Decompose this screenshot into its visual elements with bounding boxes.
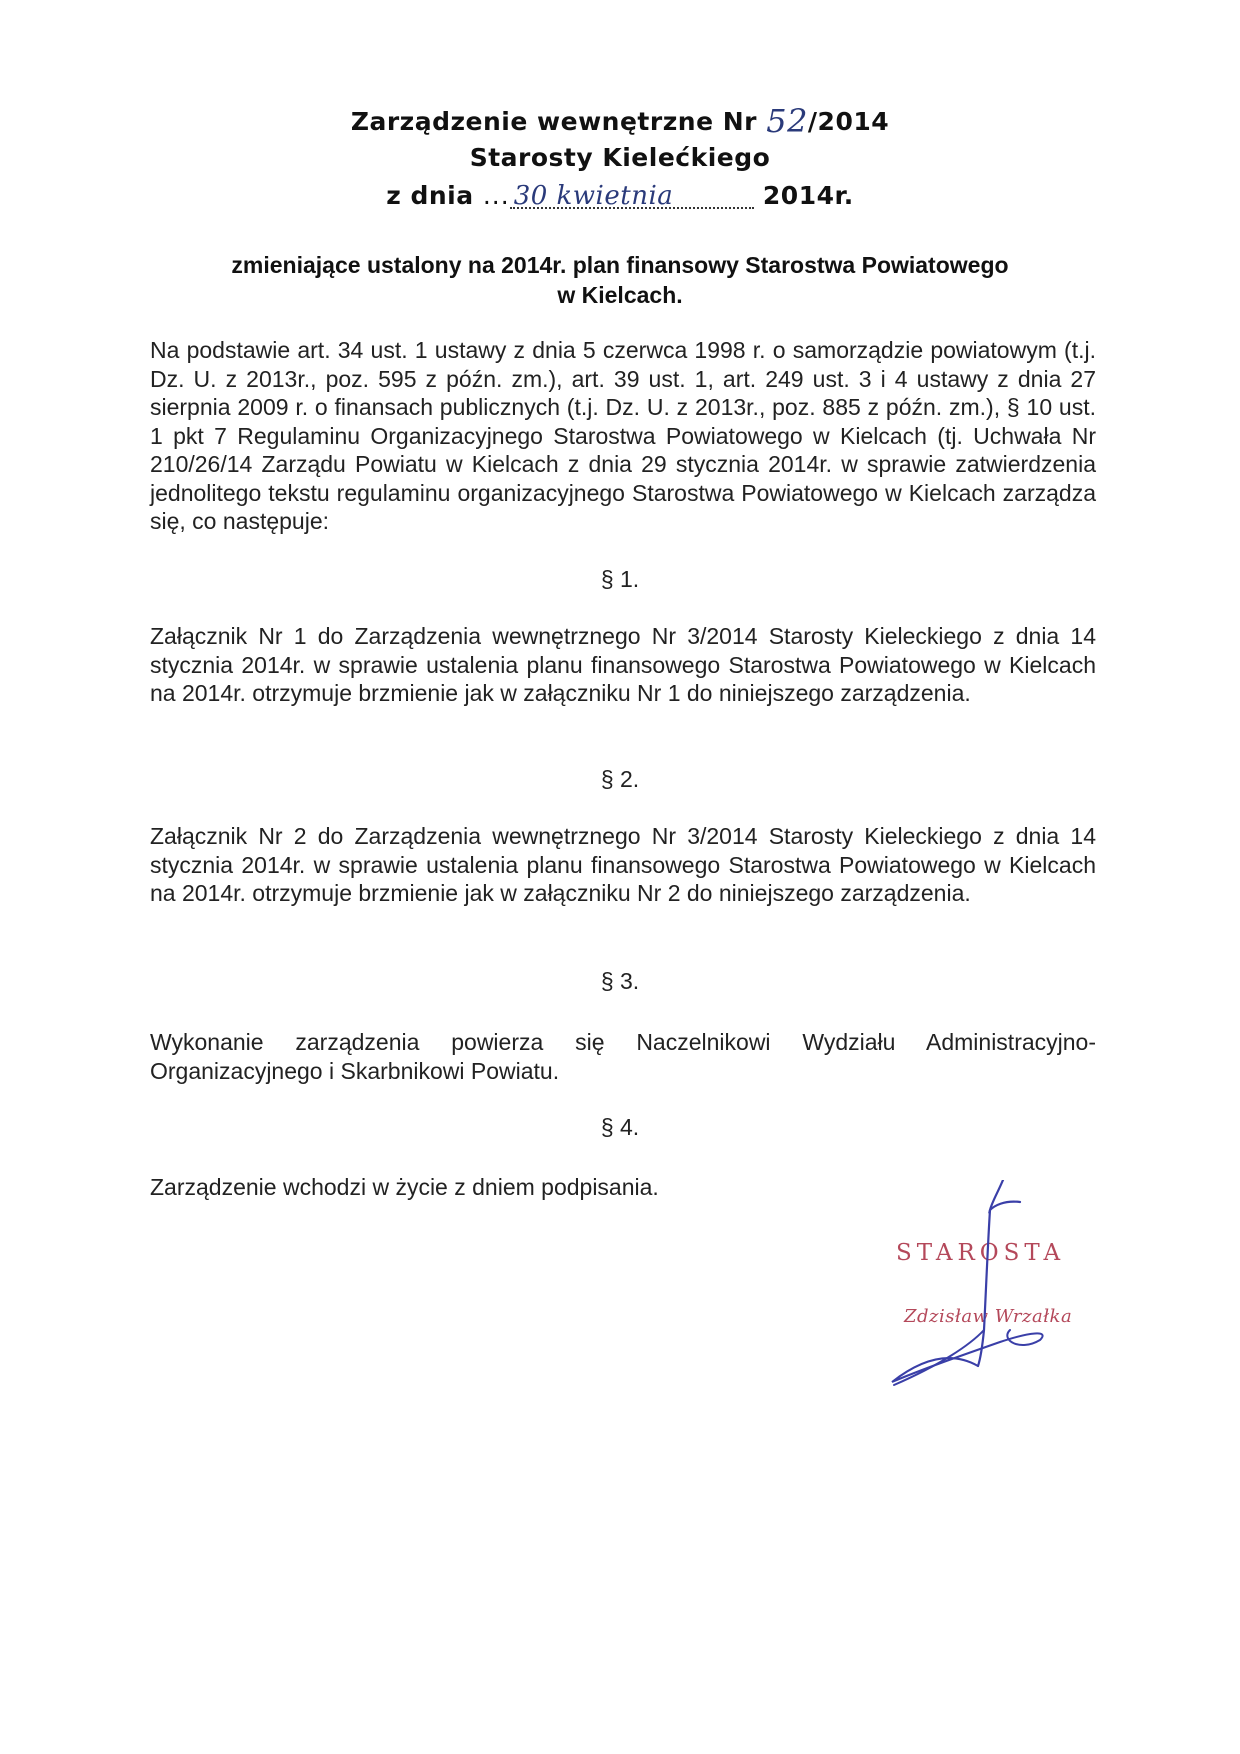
title-suffix: /2014 xyxy=(807,107,890,136)
subtitle-line-2: w Kielcach. xyxy=(557,282,683,308)
section-heading-4: § 4. xyxy=(600,1114,640,1140)
title-prefix: Zarządzenie wewnętrzne Nr xyxy=(350,107,757,136)
date-prefix: z dnia xyxy=(386,181,474,210)
handwritten-date: 30 kwietnia xyxy=(510,185,754,209)
section-heading-3: § 3. xyxy=(600,968,640,994)
signature-stamp xyxy=(880,1180,1180,1400)
handwritten-signature-icon xyxy=(880,1180,1180,1400)
section-text-3: Wykonanie zarządzenia powierza się Naczelnikowi Wydziału Administracyjno-Organizacyjnego i Skarbnikowi Powiatu. xyxy=(150,1029,1096,1084)
handwritten-number: 52 xyxy=(766,102,808,140)
section-text-2: Załącznik Nr 2 do Zarządzenia wewnętrznego Nr 3/2014 Starosty Kieleckiego z dnia 14 stycznia 2014r. w sprawie ustalenia planu finansowego Starostwa Powiatowego w Kielcach na 2014r. otrzymuje brzmienie jak w załączniku Nr 2 do niniejszego zarządzenia. xyxy=(150,823,1096,906)
issuer-line: Starosty Kielećkiego xyxy=(469,143,771,172)
date-suffix: 2014r. xyxy=(762,181,854,210)
preamble-paragraph: Na podstawie art. 34 ust. 1 ustawy z dnia 5 czerwca 1998 r. o samorządzie powiatowym (t.j. Dz. U. z 2013r., poz. 595 z późn. zm.), art. 39 ust. 1, art. 249 ust. 3 i 4 ustawy z dnia 27 sierpnia 2009 r. o finansach publicznych (t.j. Dz. U. z 2013r., poz. 885 z późn. zm.), § 10 ust. 1 pkt 7 Regulaminu Organizacyjnego Starostwa Powiatowego w Kielcach (tj. Uchwała Nr 210/26/14 Zarządu Powiatu w Kielcach z dnia 29 stycznia 2014r. w sprawie zatwierdzenia jednolitego tekstu regulaminu organizacyjnego Starostwa Powiatowego w Kielcach zarządza się, co następuje: xyxy=(150,337,1096,534)
stamp-name: Zdzisław Wrzałka xyxy=(904,1306,1073,1327)
subtitle xyxy=(0,250,1240,310)
date-dots: ... xyxy=(482,181,510,210)
section-text-1: Załącznik Nr 1 do Zarządzenia wewnętrznego Nr 3/2014 Starosty Kieleckiego z dnia 14 stycznia 2014r. w sprawie ustalenia planu finansowego Starostwa Powiatowego w Kielcach na 2014r. otrzymuje brzmienie jak w załączniku Nr 1 do niniejszego zarządzenia. xyxy=(150,623,1096,706)
stamp-title: STAROSTA xyxy=(896,1240,1066,1266)
document-title xyxy=(0,102,1240,140)
subtitle-line-1: zmieniające ustalony na 2014r. plan finansowy Starostwa Powiatowego xyxy=(231,252,1009,278)
section-text-4: Zarządzenie wchodzi w życie z dniem podpisania. xyxy=(150,1174,659,1200)
section-heading-1: § 1. xyxy=(600,566,640,592)
section-heading-2: § 2. xyxy=(600,766,640,792)
date-line xyxy=(0,181,1240,210)
